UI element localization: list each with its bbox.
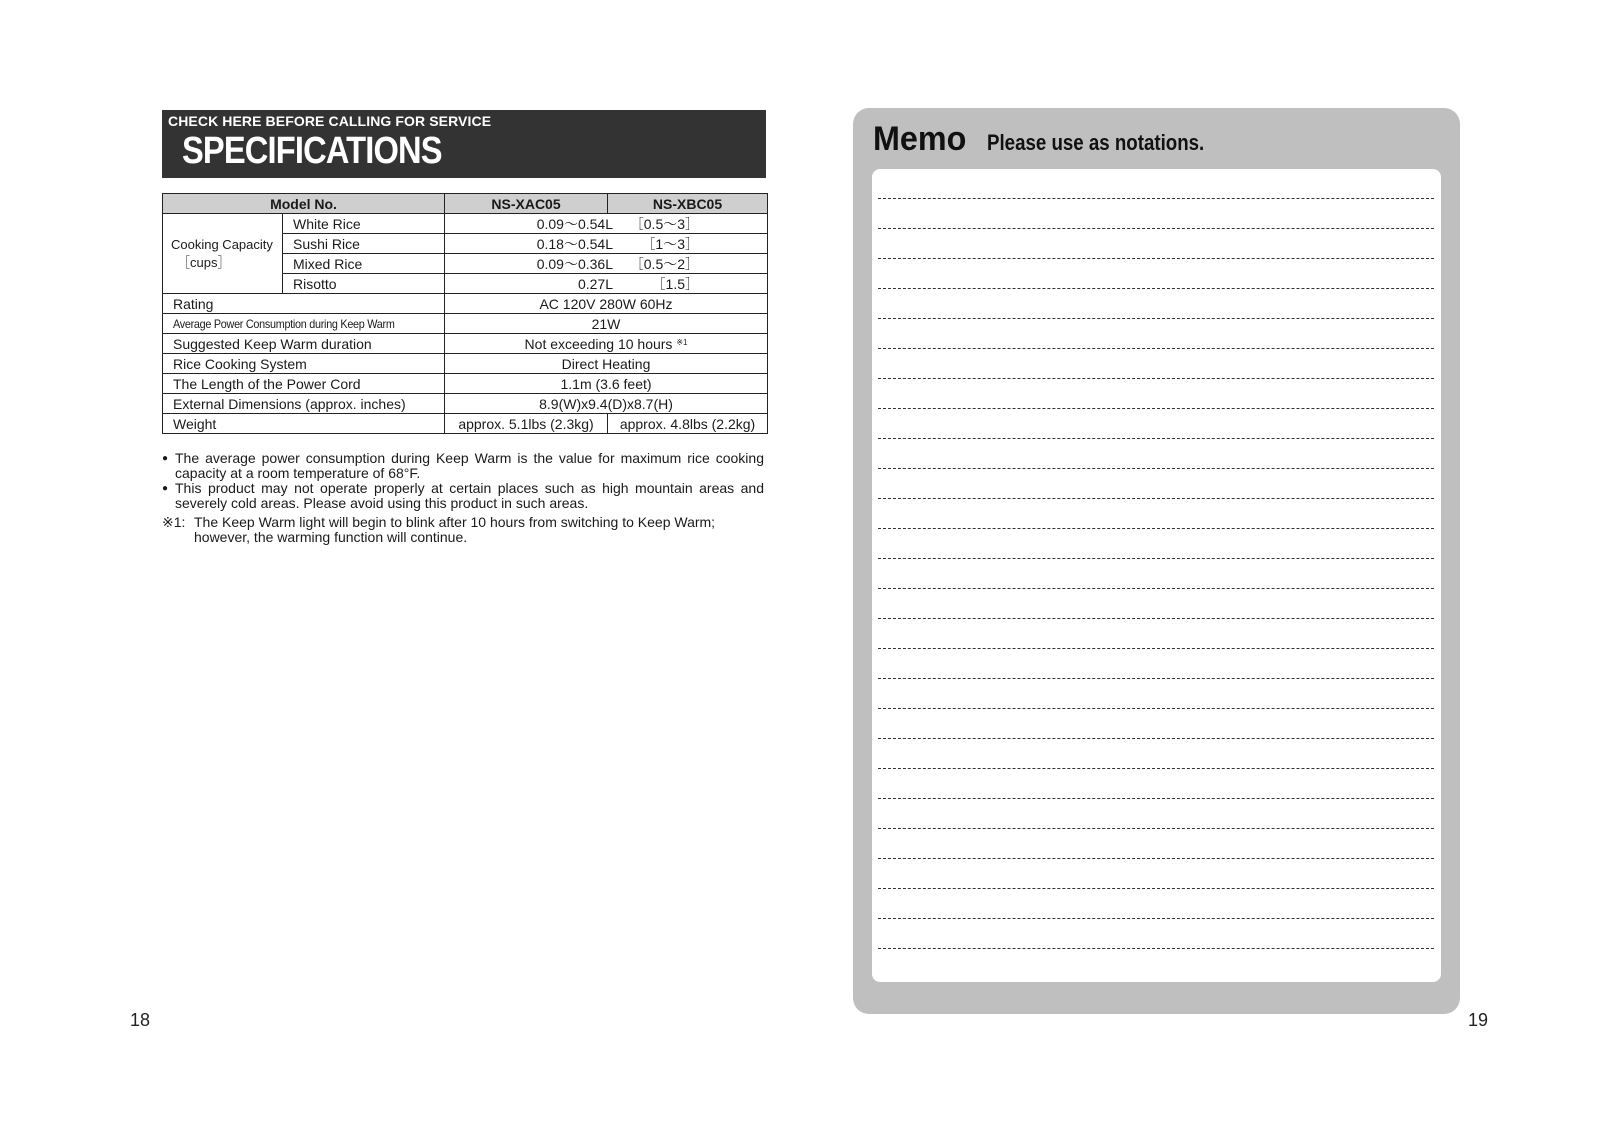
spec-label: Suggested Keep Warm duration <box>163 334 445 354</box>
footnote-reference: ※1 <box>676 338 688 347</box>
model-a: NS-XAC05 <box>445 194 608 214</box>
memo-line <box>878 948 1434 949</box>
spec-label <box>163 314 445 334</box>
specifications-table <box>162 193 768 434</box>
page-number-right: 19 <box>1468 1010 1489 1030</box>
capacity-value <box>445 274 768 294</box>
memo-line <box>878 318 1434 319</box>
memo-line <box>878 258 1434 259</box>
memo-line <box>878 798 1434 799</box>
model-label: Model No. <box>163 194 445 214</box>
memo-writing-area[interactable] <box>872 169 1441 982</box>
spec-label: The Length of the Power Cord <box>163 374 445 394</box>
weight-value-a: approx. 5.1lbs (2.3kg) <box>445 414 608 434</box>
memo-line <box>878 348 1434 349</box>
capacity-amount: 0.18～0.54L <box>536 235 614 252</box>
table-row <box>163 394 768 414</box>
cooking-capacity-label <box>163 214 283 294</box>
memo-line <box>878 618 1434 619</box>
memo-line <box>878 438 1434 439</box>
memo-line <box>878 378 1434 379</box>
header-subtitle: CHECK HERE BEFORE CALLING FOR SERVICE <box>168 113 492 129</box>
capacity-amount: 0.09～0.54L <box>536 215 614 232</box>
note-text: The average power consumption during Keep Warm is the value for maximum rice cooking capacity at a room temperature of 68°F. <box>175 450 764 481</box>
spec-value: Direct Heating <box>445 354 768 374</box>
memo-line <box>878 468 1434 469</box>
memo-line <box>878 498 1434 499</box>
capacity-cups: ［1～3］ <box>641 235 700 252</box>
footnote-text: The Keep Warm light will begin to blink after 10 hours from switching to Keep Warm; however, the warming function will continue. <box>194 514 716 545</box>
memo-line <box>878 528 1434 529</box>
bullet-icon: ● <box>162 483 169 494</box>
spec-label: External Dimensions (approx. inches) <box>163 394 445 414</box>
capacity-cups: ［0.5～3］ <box>629 215 700 232</box>
memo-line <box>878 588 1434 589</box>
capacity-amount: 0.09～0.36L <box>536 255 614 272</box>
memo-subtitle: Please use as notations. <box>987 130 1205 155</box>
table-header-row <box>163 194 768 214</box>
note-text: This product may not operate properly at certain places such as high mountain areas and severely cold areas. Please avoid using this product in such areas. <box>175 480 764 511</box>
memo-line <box>878 288 1434 289</box>
capacity-amount: 0.27L <box>577 275 614 292</box>
page-title: SPECIFICATIONS <box>182 130 442 172</box>
memo-line <box>878 228 1434 229</box>
spec-value-text: Not exceeding 10 hours <box>524 336 673 352</box>
section-header <box>162 110 766 178</box>
capacity-cups: ［1.5］ <box>651 275 700 292</box>
capacity-name: Risotto <box>283 274 445 294</box>
memo-line <box>878 738 1434 739</box>
note-item <box>162 451 764 481</box>
spec-label: Rating <box>163 294 445 314</box>
memo-line <box>878 828 1434 829</box>
table-row <box>163 414 768 434</box>
capacity-name: White Rice <box>283 214 445 234</box>
footnote <box>162 515 764 545</box>
capacity-value <box>445 254 768 274</box>
cooking-capacity-unit: ［cups］ <box>177 254 231 270</box>
capacity-cups: ［0.5～2］ <box>629 255 700 272</box>
memo-panel <box>853 108 1460 1014</box>
table-row <box>163 314 768 334</box>
table-row <box>163 294 768 314</box>
cooking-capacity-text: Cooking Capacity <box>171 236 273 252</box>
memo-title: Memo <box>873 120 967 158</box>
memo-line <box>878 198 1434 199</box>
weight-value-b: approx. 4.8lbs (2.2kg) <box>608 414 768 434</box>
memo-line <box>878 858 1434 859</box>
page-number-left: 18 <box>130 1010 151 1030</box>
weight-label: Weight <box>163 414 445 434</box>
memo-line <box>878 708 1434 709</box>
spec-label-text: Average Power Consumption during Keep Warm <box>173 317 395 331</box>
spec-value: AC 120V 280W 60Hz <box>445 294 768 314</box>
model-b: NS-XBC05 <box>608 194 768 214</box>
notes <box>162 451 764 545</box>
table-row <box>163 374 768 394</box>
spec-value <box>445 334 768 354</box>
memo-line <box>878 888 1434 889</box>
memo-line <box>878 918 1434 919</box>
table-row <box>163 334 768 354</box>
capacity-value <box>445 214 768 234</box>
spec-label: Rice Cooking System <box>163 354 445 374</box>
spec-value: 21W <box>445 314 768 334</box>
spec-value: 8.9(W)x9.4(D)x8.7(H) <box>445 394 768 414</box>
memo-line <box>878 408 1434 409</box>
capacity-name: Sushi Rice <box>283 234 445 254</box>
spec-value: 1.1m (3.6 feet) <box>445 374 768 394</box>
capacity-name: Mixed Rice <box>283 254 445 274</box>
memo-line <box>878 648 1434 649</box>
footnote-mark: ※1: <box>162 514 186 530</box>
table-row <box>163 214 768 234</box>
capacity-value <box>445 234 768 254</box>
memo-line <box>878 678 1434 679</box>
memo-line <box>878 768 1434 769</box>
memo-line <box>878 558 1434 559</box>
table-row <box>163 354 768 374</box>
bullet-icon: ● <box>162 453 169 464</box>
note-item <box>162 481 764 511</box>
